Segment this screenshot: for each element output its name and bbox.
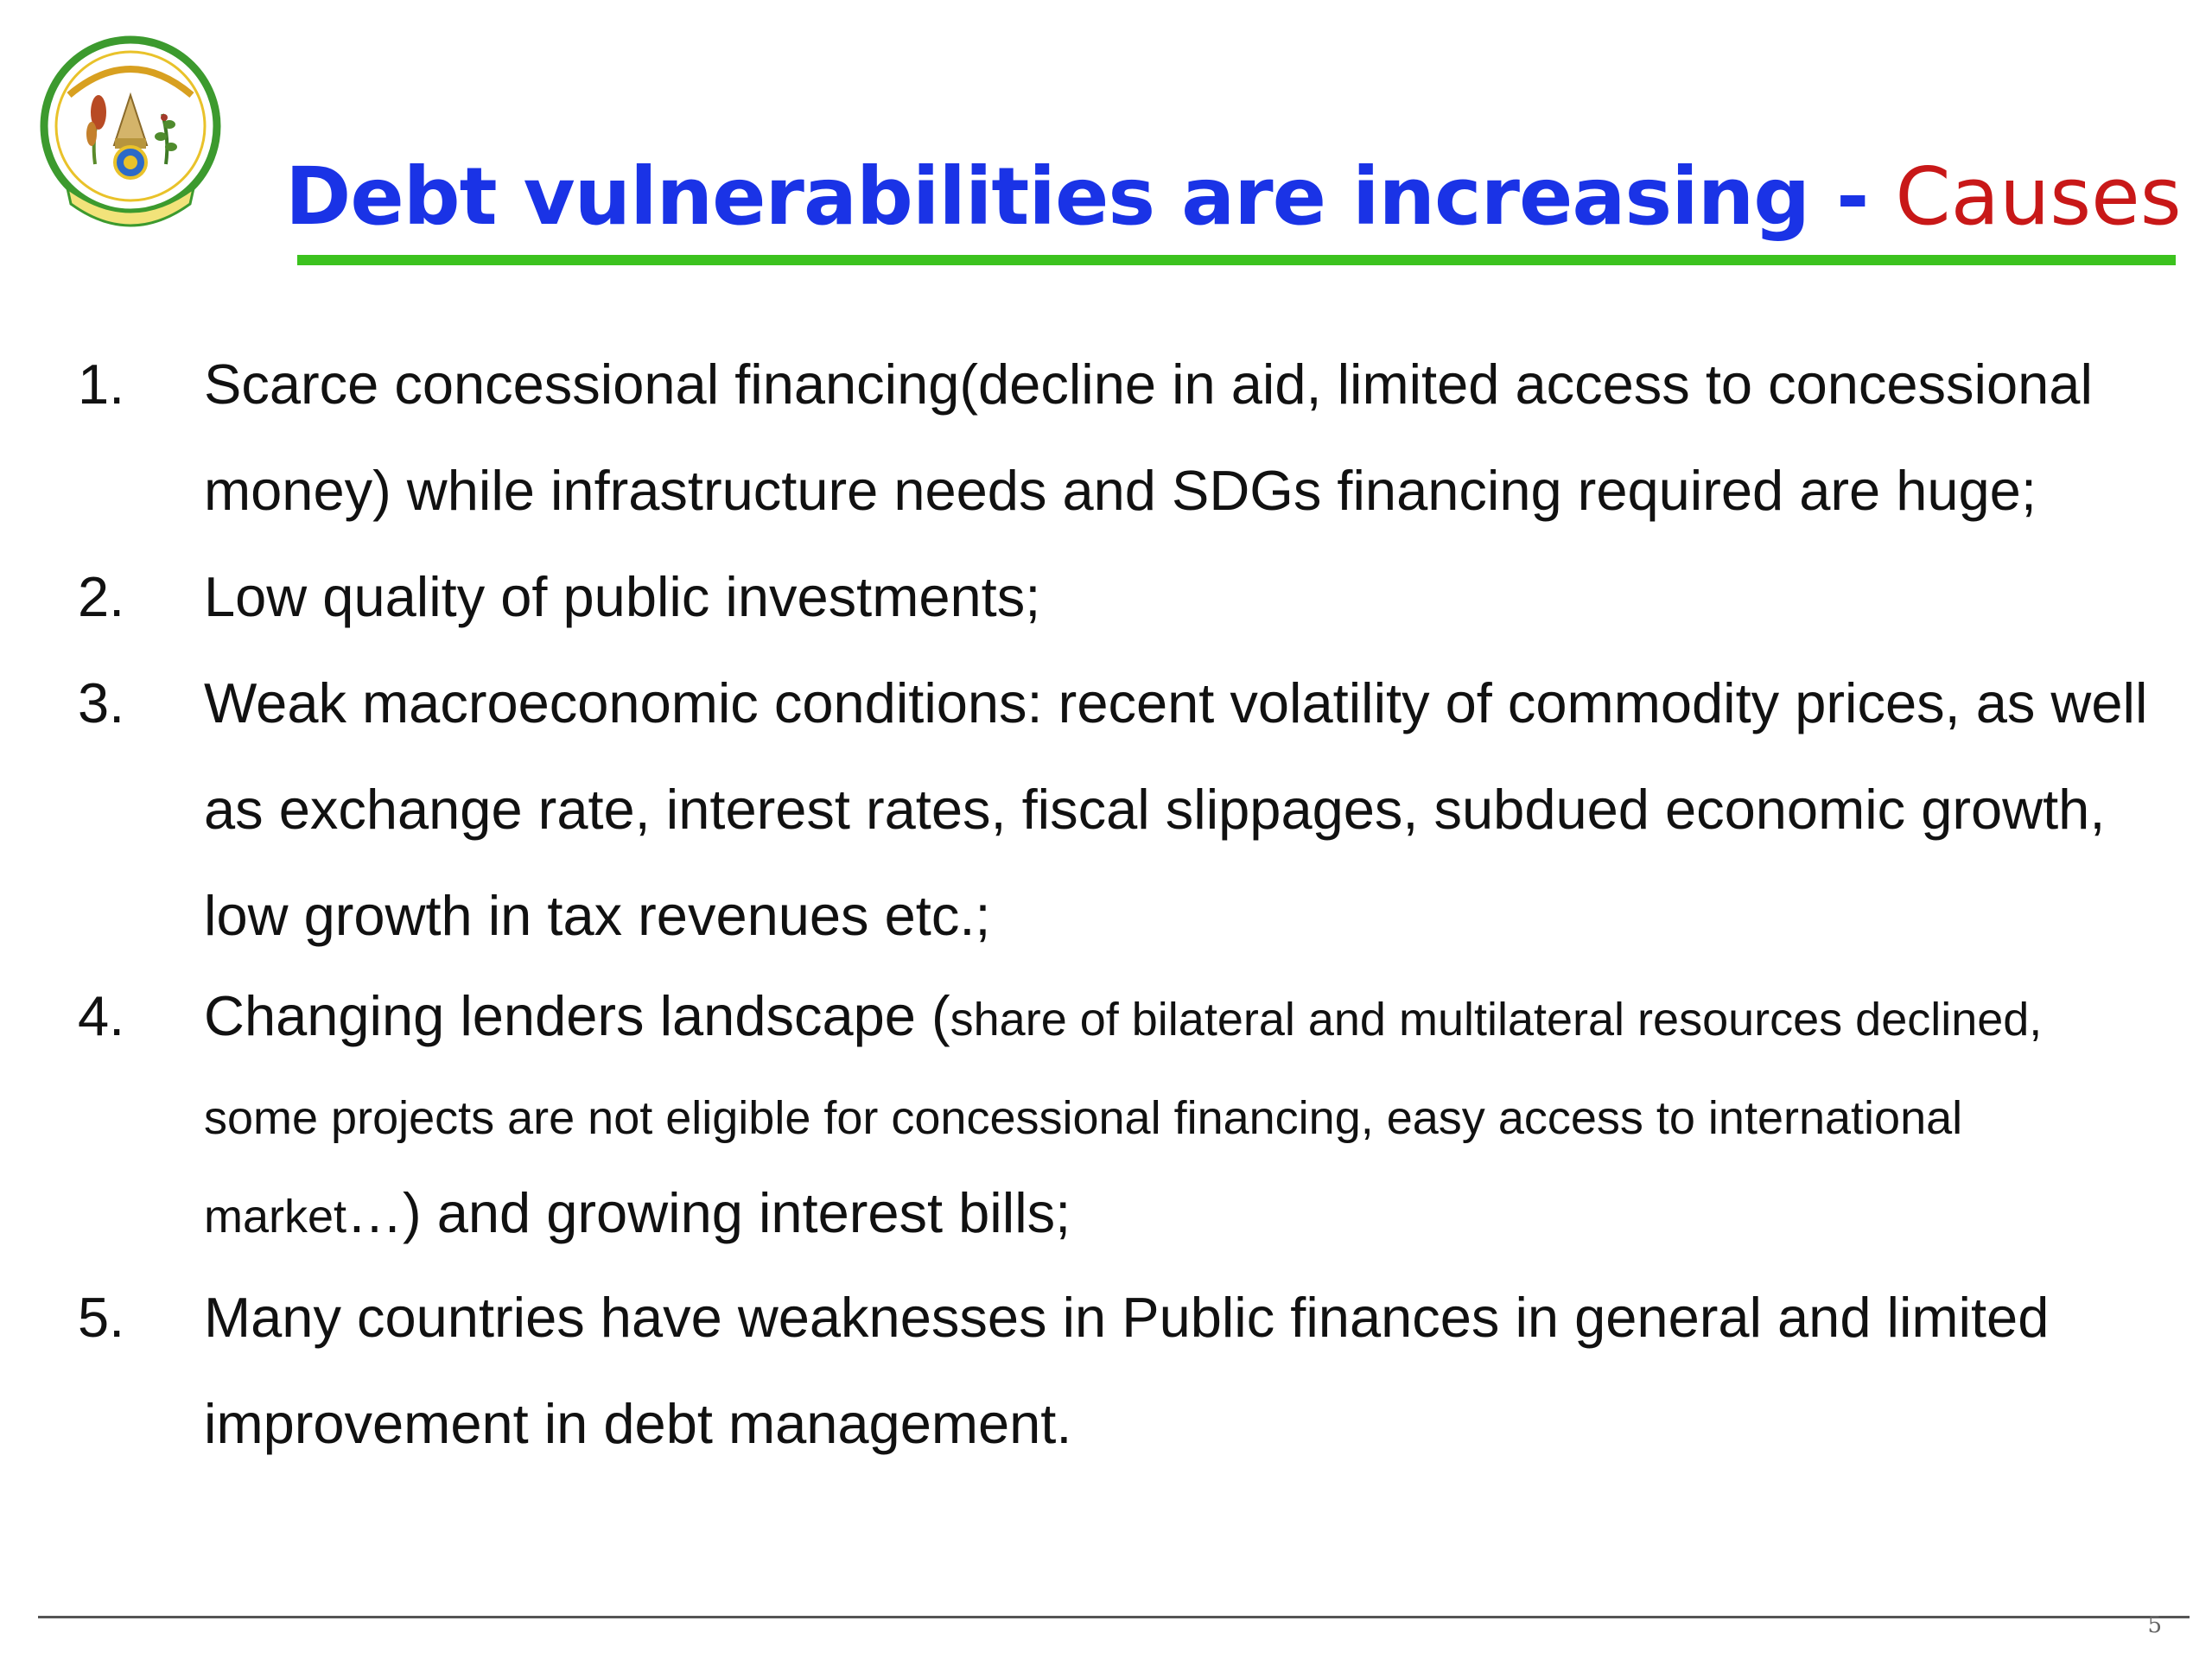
list-item [78, 650, 2169, 969]
list-item-text: Weak macroeconomic conditions: recent volatility of commodity prices, as well as exchange rate, interest rates, fiscal slippages, subdued economic growth, low growth in tax revenues etc.; [204, 671, 2148, 947]
list-item-number: 5. [78, 1286, 125, 1349]
list-item [78, 1264, 2169, 1477]
list-item-number: 1. [78, 353, 125, 416]
list-item-number: 2. [78, 565, 125, 628]
slide-title-accent: Causes [1895, 150, 2182, 243]
rwanda-coat-of-arms-icon [35, 35, 226, 238]
list-item-text: Many countries have weaknesses in Public finances in general and limited improvement in debt management. [204, 1286, 2050, 1455]
list-item-number: 3. [78, 671, 125, 734]
footer-divider [38, 1616, 2190, 1618]
slide-title-main: Debt vulnerabilities are increasing [285, 150, 1810, 243]
causes-list [78, 331, 2169, 1477]
list-item [78, 543, 2169, 650]
list-item-text: Low quality of public investments; [204, 565, 1041, 628]
page-number: 5 [2147, 1612, 2162, 1638]
slide-title-separator: - [1809, 150, 1896, 243]
title-underline [297, 255, 2176, 265]
list-item-lead: Changing lenders landscape ( [204, 984, 950, 1047]
list-item-tail: …) and growing interest bills; [346, 1181, 1071, 1244]
slide-title [285, 145, 2182, 249]
list-item [78, 969, 2169, 1264]
list-item-detail: share of bilateral and multilateral resources declined, some projects are not eligible for concessional financing, easy access to international market [204, 994, 2043, 1243]
list-item-text: Scarce concessional financing(decline in aid, limited access to concessional money) while infrastructure needs and SDGs financing required are huge; [204, 353, 2093, 522]
list-item-number: 4. [78, 984, 125, 1047]
list-item [78, 331, 2169, 543]
